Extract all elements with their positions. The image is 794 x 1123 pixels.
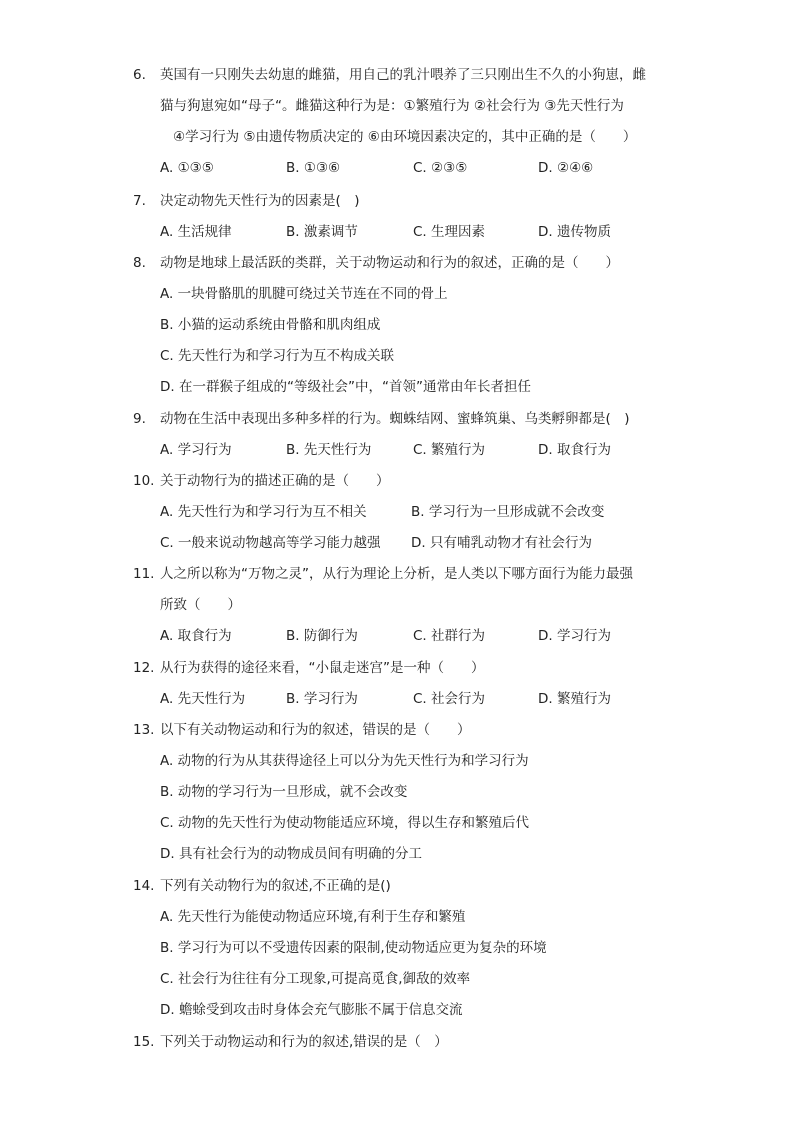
option-b[interactable]: B. 动物的学习行为一旦形成，就不会改变	[160, 784, 408, 800]
option-c[interactable]: C. 动物的先天性行为使动物能适应环境，得以生存和繁殖后代	[160, 815, 530, 831]
question-stem-line	[133, 559, 673, 590]
option-d[interactable]: D. 学习行为	[538, 628, 611, 644]
question-stem-line	[133, 91, 673, 122]
option-b[interactable]: B. ①③⑥	[286, 160, 341, 176]
option-c[interactable]: C. 先天性行为和学习行为互不构成关联	[160, 348, 395, 364]
option-a[interactable]: A. 动物的行为从其获得途径上可以分为先天性行为和学习行为	[160, 753, 529, 769]
question-stem-line	[133, 248, 673, 279]
question-text: 以下有关动物运动和行为的叙述，错误的是（ ）	[160, 722, 471, 738]
options-row	[133, 528, 673, 559]
option-b[interactable]: B. 学习行为可以不受遗传因素的限制,使动物适应更为复杂的环境	[160, 940, 547, 956]
question-text: 人之所以称为“万物之灵”，从行为理论上分析，是人类以下哪方面行为能力最强	[160, 566, 633, 582]
option-a[interactable]: A. ①③⑤	[160, 160, 214, 176]
question-number: 11.	[133, 566, 155, 582]
question-number: 8.	[133, 255, 146, 271]
option-c[interactable]: C. 社会行为往往有分工现象,可提高觅食,御敌的效率	[160, 971, 471, 987]
question-number: 10.	[133, 473, 155, 489]
question-stem-line	[133, 122, 673, 153]
question-stem-line	[133, 715, 673, 746]
option-a[interactable]: A. 先天性行为	[160, 691, 246, 707]
question-14	[133, 871, 673, 1026]
question-stem-line	[133, 60, 673, 91]
option-b[interactable]: B. 学习行为一旦形成就不会改变	[411, 504, 605, 520]
question-text: 动物在生活中表现出多种多样的行为。蜘蛛结网、蜜蜂筑巢、乌类孵卵都是( )	[160, 411, 630, 427]
option-d[interactable]: D. 只有哺乳动物才有社会行为	[411, 535, 592, 551]
question-text: 从行为获得的途径来看，“小鼠走迷宫”是一种（ ）	[160, 660, 485, 676]
option-d[interactable]: D. 取食行为	[538, 442, 611, 458]
question-stem-line	[133, 466, 673, 497]
option-c[interactable]: C. 社群行为	[413, 628, 486, 644]
question-text: 猫与狗崽宛如“母子“。雌猫这种行为是：①繁殖行为 ②社会行为 ③先天性行为	[160, 98, 624, 114]
question-text: 关于动物行为的描述正确的是（ ）	[160, 473, 390, 489]
option-d[interactable]: D. 繁殖行为	[538, 691, 611, 707]
question-number: 13.	[133, 722, 155, 738]
option-d[interactable]: D. 在一群猴子组成的“等级社会”中，“首领”通常由年长者担任	[160, 379, 531, 395]
options-row	[133, 621, 673, 652]
question-6	[133, 60, 673, 184]
option-a[interactable]: A. 生活规律	[160, 224, 232, 240]
option-d[interactable]: D. 具有社会行为的动物成员间有明确的分工	[160, 846, 422, 862]
question-11	[133, 559, 673, 652]
option-b[interactable]: B. 先天性行为	[286, 442, 372, 458]
question-number: 14.	[133, 878, 155, 894]
option-c[interactable]: C. 一般来说动物越高等学习能力越强	[160, 535, 381, 551]
question-text: 下列关于动物运动和行为的叙述,错误的是（ ）	[160, 1034, 448, 1050]
question-number: 15.	[133, 1034, 155, 1050]
question-10	[133, 466, 673, 559]
question-text: 决定动物先天性行为的因素是( )	[160, 193, 360, 209]
question-8	[133, 248, 673, 403]
question-stem-line	[133, 186, 673, 217]
option-a[interactable]: A. 取食行为	[160, 628, 232, 644]
question-text: 下列有关动物行为的叙述,不正确的是()	[160, 878, 391, 894]
question-9	[133, 404, 673, 466]
option-d[interactable]: D. ②④⑥	[538, 160, 594, 176]
question-number: 12.	[133, 660, 155, 676]
option-a[interactable]: A. 先天性行为能使动物适应环境,有利于生存和繁殖	[160, 909, 466, 925]
option-a[interactable]: A. 先天性行为和学习行为互不相关	[160, 504, 367, 520]
option-b[interactable]: B. 防御行为	[286, 628, 358, 644]
question-text: ④学习行为 ⑤由遗传物质决定的 ⑥由环境因素决定的，其中正确的是（ ）	[173, 129, 637, 145]
option-c[interactable]: C. 繁殖行为	[413, 442, 486, 458]
option-c[interactable]: C. ②③⑤	[413, 160, 468, 176]
option-d[interactable]: D. 遗传物质	[538, 224, 611, 240]
question-text: 动物是地球上最活跃的类群，关于动物运动和行为的叙述，正确的是（ ）	[160, 255, 619, 271]
options-row	[133, 684, 673, 715]
question-12	[133, 653, 673, 715]
options-row	[133, 435, 673, 466]
option-b[interactable]: B. 学习行为	[286, 691, 358, 707]
question-number: 6.	[133, 67, 146, 83]
option-c[interactable]: C. 社会行为	[413, 691, 486, 707]
question-7	[133, 186, 673, 248]
question-stem-line	[133, 653, 673, 684]
option-a[interactable]: A. 一块骨骼肌的肌腱可绕过关节连在不同的骨上	[160, 286, 448, 302]
options-row	[133, 497, 673, 528]
question-number: 7.	[133, 193, 146, 209]
option-b[interactable]: B. 小猫的运动系统由骨骼和肌肉组成	[160, 317, 381, 333]
question-number: 9.	[133, 411, 146, 427]
question-stem-line	[133, 404, 673, 435]
option-d[interactable]: D. 蟾蜍受到攻击时身体会充气膨胀不属于信息交流	[160, 1002, 463, 1018]
question-13	[133, 715, 673, 870]
question-text: 所致（ ）	[160, 597, 241, 613]
option-c[interactable]: C. 生理因素	[413, 224, 486, 240]
question-stem-line	[133, 871, 673, 902]
question-stem-line	[133, 1027, 673, 1058]
option-a[interactable]: A. 学习行为	[160, 442, 232, 458]
options-row	[133, 153, 673, 184]
question-15	[133, 1027, 673, 1058]
options-row	[133, 217, 673, 248]
question-text: 英国有一只刚失去幼崽的雌猫，用自己的乳汁喂养了三只刚出生不久的小狗崽，雌	[160, 67, 646, 83]
question-stem-line	[133, 590, 673, 621]
option-b[interactable]: B. 激素调节	[286, 224, 358, 240]
